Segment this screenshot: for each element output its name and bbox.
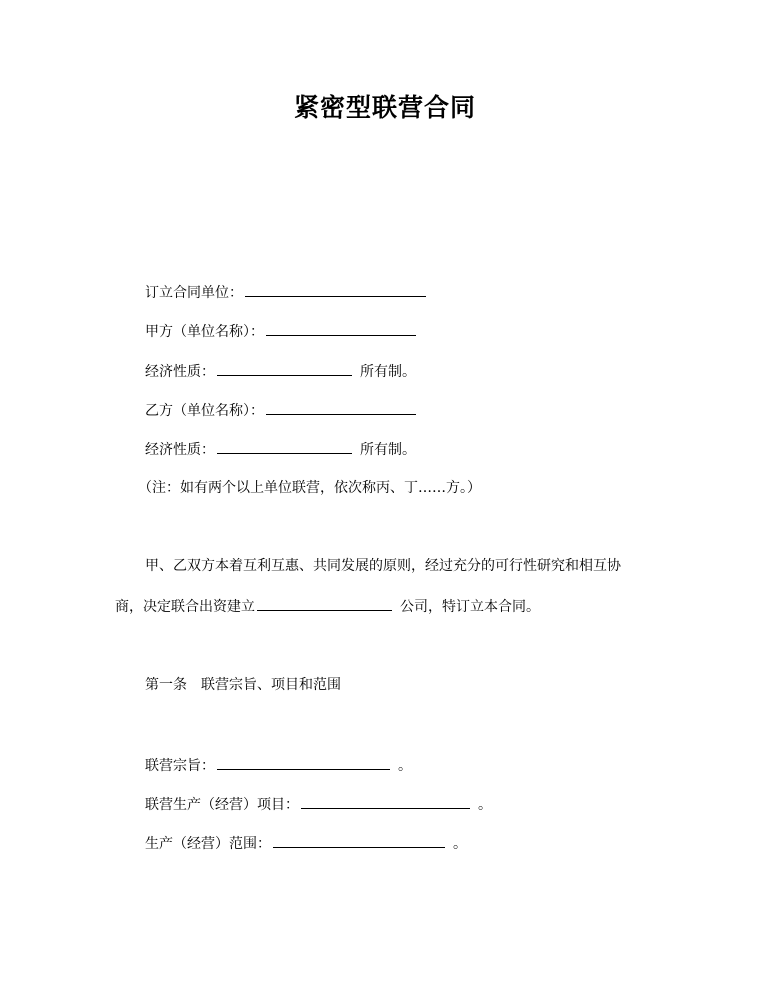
preamble-line-2 (115, 595, 540, 617)
party-b-nature-label: 经济性质： (145, 442, 215, 458)
purpose-suffix: 。 (398, 758, 412, 774)
party-b-nature-blank[interactable] (217, 438, 352, 454)
scope-blank[interactable] (273, 832, 445, 848)
parties-note: （注：如有两个以上单位联营，依次称丙、丁……方。） (138, 480, 481, 496)
party-a-blank[interactable] (266, 320, 416, 336)
project-blank[interactable] (301, 793, 470, 809)
party-b-nature-suffix: 所有制。 (360, 442, 416, 458)
project-suffix: 。 (478, 797, 492, 813)
party-b-label: 乙方（单位名称）： (145, 403, 264, 419)
party-b-line (145, 399, 418, 421)
company-name-blank[interactable] (257, 595, 392, 611)
project-line (145, 793, 492, 815)
party-a-nature-line (145, 360, 416, 382)
scope-suffix: 。 (453, 836, 467, 852)
preamble-line-1: 甲、乙双方本着互利互惠、共同发展的原则，经过充分的可行性研究和相互协 (145, 558, 621, 574)
scope-label: 生产（经营）范围： (145, 836, 271, 852)
party-a-nature-blank[interactable] (217, 360, 352, 376)
party-a-nature-label: 经济性质： (145, 364, 215, 380)
party-b-blank[interactable] (266, 399, 416, 415)
purpose-label: 联营宗旨： (145, 758, 215, 774)
preamble-line-2-suffix: 公司，特订立本合同。 (400, 599, 540, 615)
contract-unit-blank[interactable] (245, 281, 426, 297)
contract-unit-label: 订立合同单位： (145, 285, 243, 301)
project-label: 联营生产（经营）项目： (145, 797, 299, 813)
party-b-nature-line (145, 438, 416, 460)
party-a-line (145, 320, 418, 342)
party-a-label: 甲方（单位名称）： (145, 324, 264, 340)
scope-line (145, 832, 467, 854)
preamble-line-2-prefix: 商，决定联合出资建立 (115, 599, 255, 615)
contract-unit-line (145, 281, 428, 303)
purpose-blank[interactable] (217, 754, 390, 770)
document-title: 紧密型联营合同 (293, 93, 476, 122)
article-1-heading: 第一条 联营宗旨、项目和范围 (145, 677, 341, 693)
purpose-line (145, 754, 412, 776)
party-a-nature-suffix: 所有制。 (360, 364, 416, 380)
